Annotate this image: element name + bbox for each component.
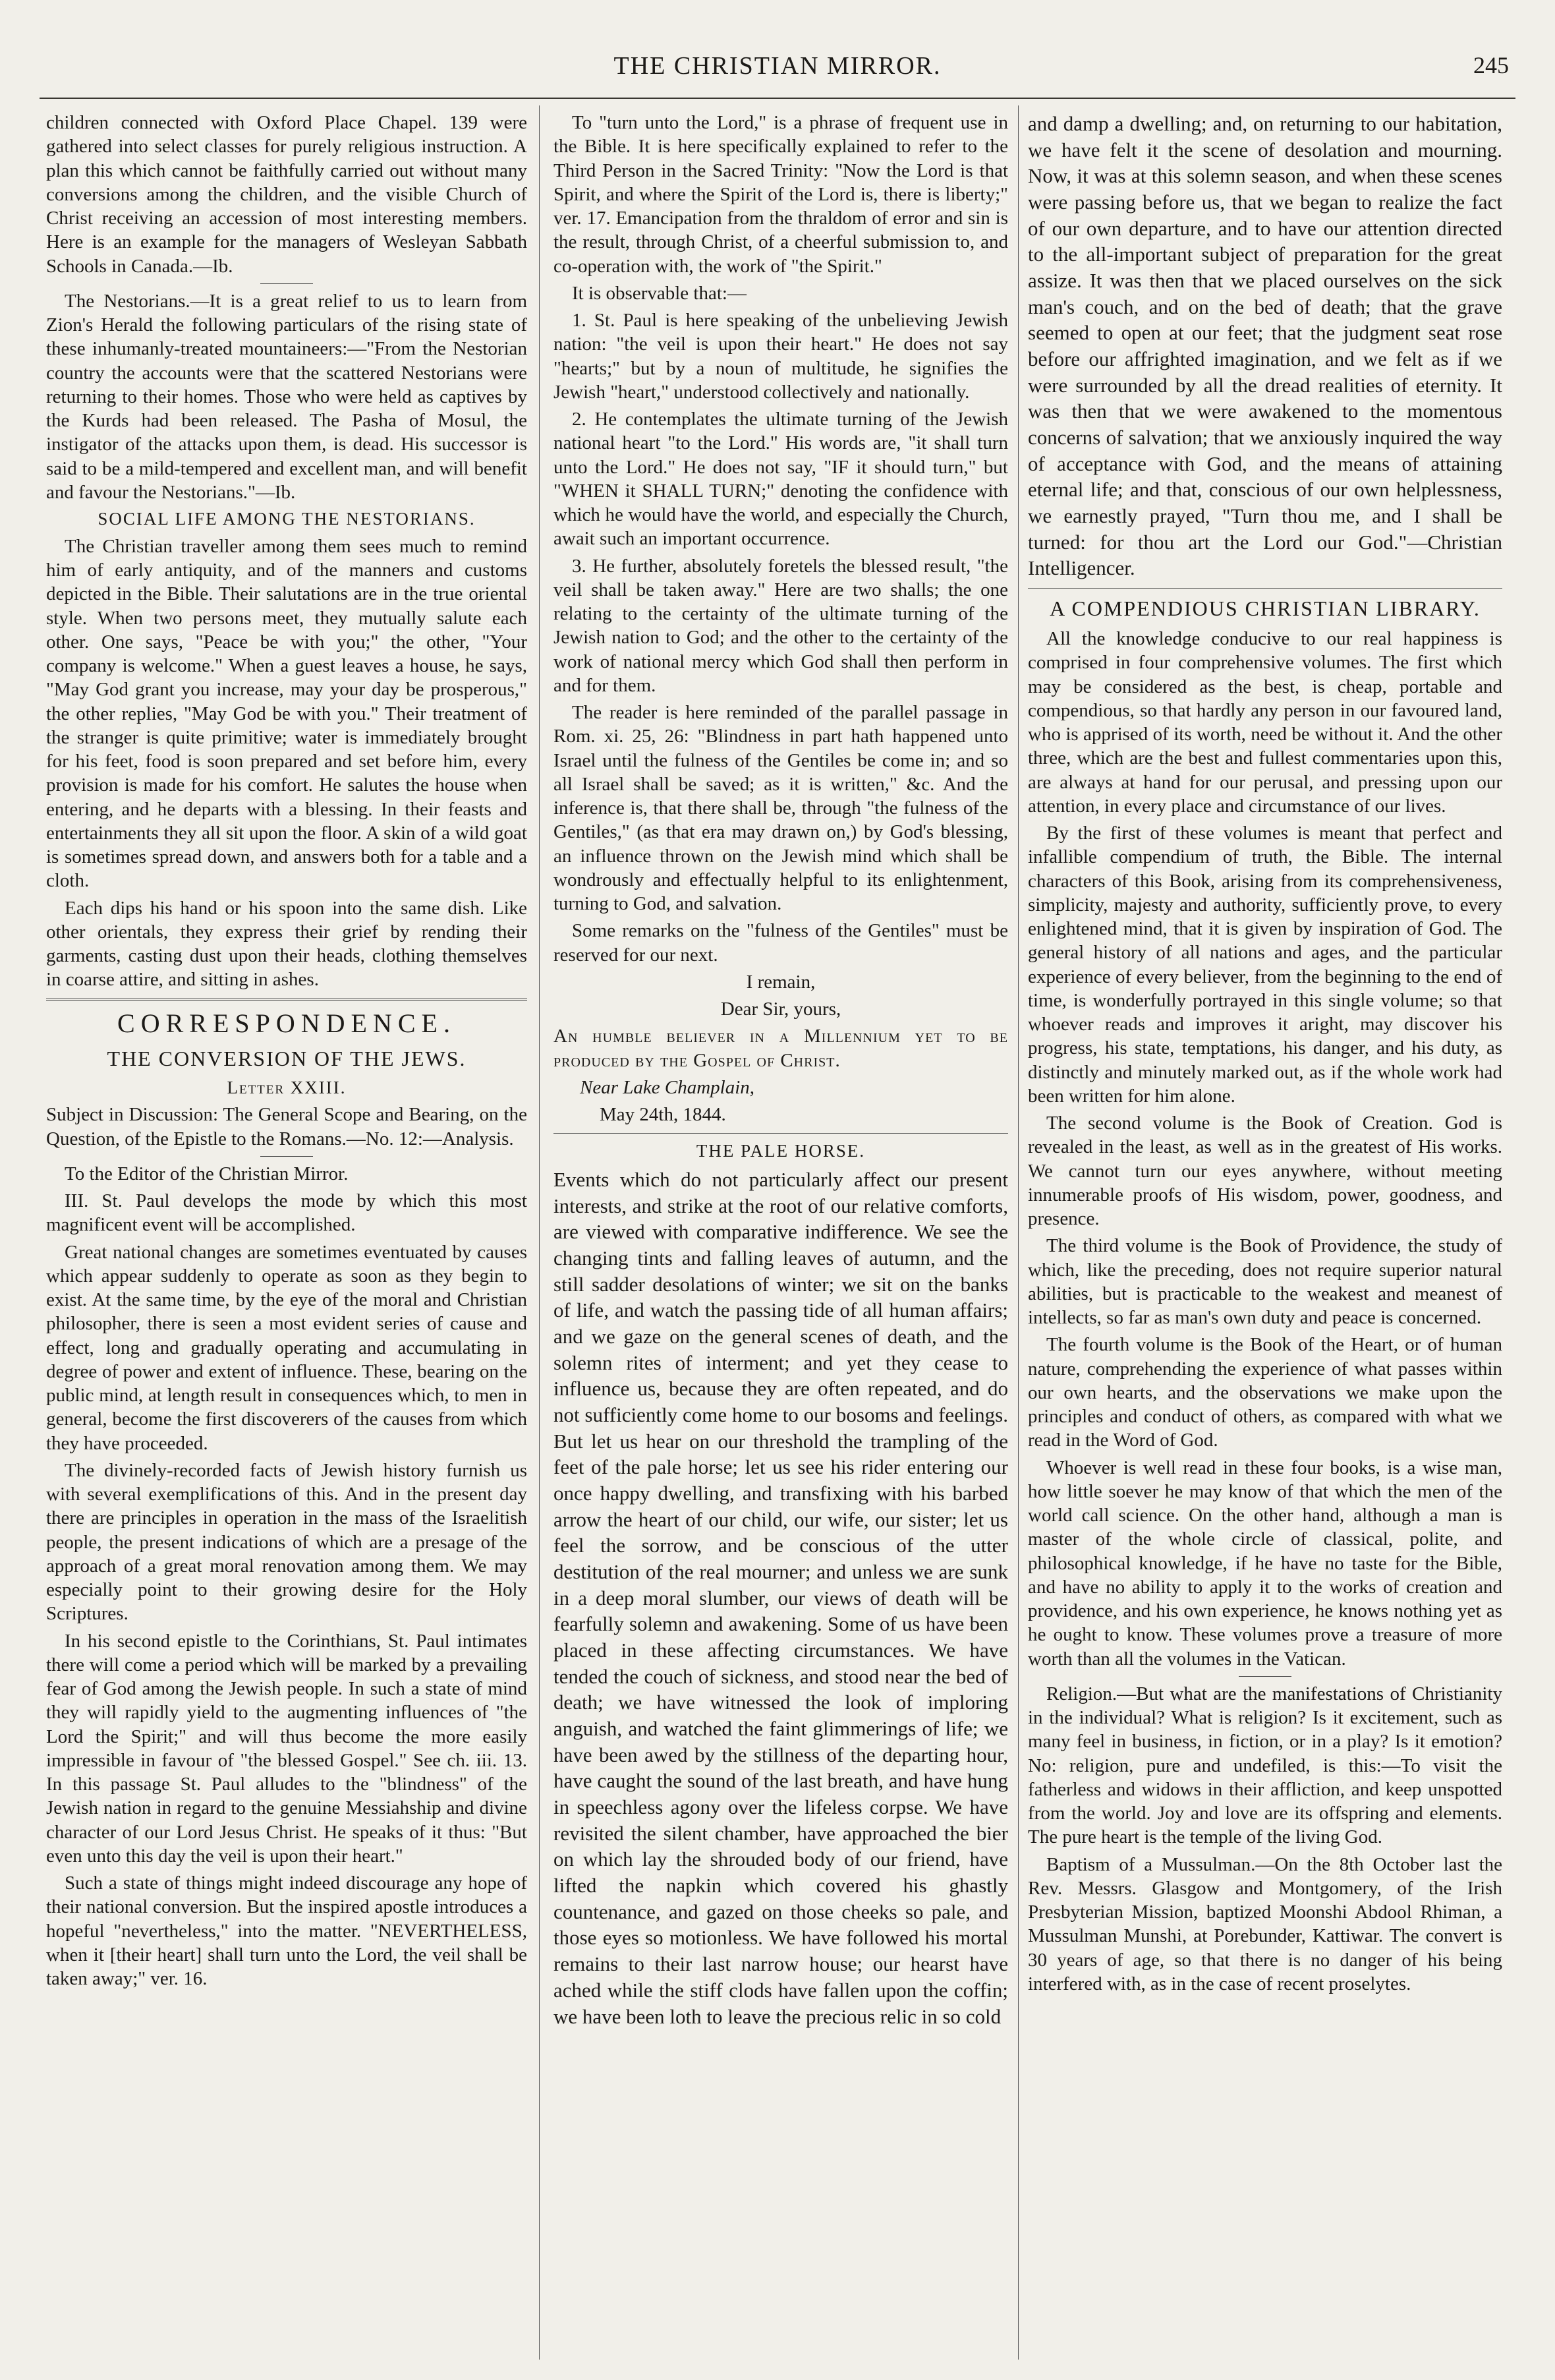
page-header — [40, 46, 1515, 92]
signature-dear: Dear Sir, yours, — [720, 999, 841, 1020]
page-number: 245 — [1473, 52, 1509, 78]
library-intro: All the knowledge conducive to our real happiness is comprised in four comprehensive volumes. The first which may be considered as the best, is cheap, portable and compendious, so that hardly any person in our favoured land, who is apprised of its worth, need be without it. And the other three, which are the best and fullest commentaries upon this, are always at hand for our perusal, and pressing upon our attention, in every place and circumstance of our lives. — [1028, 628, 1502, 817]
letter-point-iii: III. St. Paul develops the mode by which this most magnificent event will be accomplished. — [46, 1190, 527, 1236]
heading-conversion-jews: THE CONVERSION OF THE JEWS. — [107, 1046, 466, 1070]
signature-humble: An humble believer in a Millennium yet to be produced by the Gospel of Christ. — [553, 1026, 1008, 1071]
column-divider — [539, 105, 540, 2360]
library-bible: By the first of these volumes is meant that perfect and infallible compendium of truth, the Bible. The internal characters of this Book, arising from its comprehensiveness, simplicity, majesty and authority, sufficiently prove, to every enlightened mind, that it is given by inspiration of God. The general history of all nations and ages, and the particular experience of every believer, from the beginning to the end of time, is wonderfully portrayed in this single volume; so that whoever reads and improves it aright, may discover his progress, his state, temptations, his danger, and his duty, as distinctly and minutely marked out, as if the whole work had been written for him alone. — [1028, 823, 1502, 1107]
letter-such-state: Such a state of things might indeed discourage any hope of their national conversion. But the inspired apostle introduces a hopeful "nevertheless," into the matter. "NEVERTHELESS, when it [their heart] shall turn unto the Lord, the veil shall be taken away;" ver. 16. — [46, 1872, 527, 1989]
letter-turn-unto: To "turn unto the Lord," is a phrase of frequent use in the Bible. It is here specifically explained to refer to the Third Person in the Sacred Trinity: "Now the Lord is that Spirit, and where the Spirit of the Lord is, there is liberty;" ver. 17. Emancipation from the thraldom of error and sin is the result, through Christ, of a cheerful submission to, and co-operation with, the work of "the Spirit." — [553, 112, 1008, 277]
header-rule — [40, 98, 1515, 99]
signature-remain: I remain, — [746, 971, 816, 993]
library-creation: The second volume is the Book of Creation. God is revealed in the least, as well as in the greatest of His works. We cannot turn our eyes anywhere, without meeting innumerable proofs of His wisdom, power, goodness, and presence. — [1028, 1113, 1502, 1230]
letter-point-1: 1. St. Paul is here speaking of the unbelieving Jewish nation: "the veil is upon their heart." He does not say "hearts;" but by a noun of multitude, he signifies the Jewish "heart," understood collectively and nationally. — [553, 310, 1008, 403]
letter-divinely: The divinely-recorded facts of Jewish history furnish us with several exemplifications of this. And in the present day there are principles in operation in the mass of the Israelitish people, the present indications of which are a presage of the approach of a great moral renovation among them. We may especially point to their growing desire for the Holy Scriptures. — [46, 1459, 527, 1625]
section-rule — [553, 1133, 1008, 1134]
heading-pale-horse: THE PALE HORSE. — [696, 1141, 866, 1161]
heading-correspondence: CORRESPONDENCE. — [117, 1008, 456, 1038]
article-chapel: children connected with Oxford Place Chapel. 139 were gathered into select classes for purely religious instruction. A plan this which cannot be faithfully carried out without many conversions among the children, and the visible Church of Christ receiving an accession of most interesting members. Here is an example for the managers of Wesleyan Sabbath Schools in Canada.—Ib. — [46, 112, 527, 277]
article-pale-horse: Events which do not particularly affect our present interests, and strike at the root of our relative comforts, are viewed with comparative indifference. We see the changing tints and falling leaves of autumn, and the still sadder desolations of winter; we sit on the banks of life, and watch the passing tide of all human affairs; and we gaze on the general scenes of death, and the solemn rites of interment; and yet they cease to influence us, because they are often repeated, and do not sufficiently come home to our bosoms and feelings. But let us hear on our threshold the trampling of the feet of the pale horse; let us see his rider entering our once happy dwelling, and transfixing with his barbed arrow the heart of our child, our wife, our sister; let us feel the sorrow, and be conscious of the utter destitution of the real mourner; and unless we are sunk in a deep moral slumber, our views of death will be fearfully solemn and awakening. Some of us have been placed in these affecting circumstances. We have tended the couch of sickness, and stood near the bed of death; we have witnessed the look of imploring anguish, and watched the faint glimmerings of life; we have been awed by the stillness of the departing hour, have caught the sound of the last breath, and have hung in speechless agony over the lifeless corpse. We have revisited the silent chamber, have approached the bier on which lay the shrouded body of our friend, have lifted the napkin which covered his ghastly countenance, and gazed on those cheeks so pale, and those eyes so motionless. We have followed his mortal remains to their last narrow house; our hearst have ached while the stiff clods have fallen upon the coffin; we have been loth to leave the precious relic in so cold — [553, 1168, 1008, 2028]
heading-social-life: SOCIAL LIFE AMONG THE NESTORIANS. — [98, 509, 476, 529]
letter-point-3: 3. He further, absolutely foretels the blessed result, "the veil shall be taken away." Here are two shalls; the one relating to the certainty of the ultimate turning of the Jewish nation to God; and the other to the certainty of the work of national mercy which God shall then perform in and for them. — [553, 555, 1008, 696]
letter-observable: It is observable that:— — [572, 282, 747, 304]
article-baptism: Baptism of a Mussulman.—On the 8th October last the Rev. Messrs. Glasgow and Montgomery, of the Irish Presbyterian Mission, baptized Moonshi Abdool Rhiman, a Mussulman Munshi, at Porebunder, Kattiwar. The convert is 30 years of age, so that there is no danger of his being interfered with, as in the case of recent proselytes. — [1028, 1853, 1502, 1994]
letter-second-epistle: In his second epistle to the Corinthians, St. Paul intimates there will come a period which will be marked by a prevailing fear of God among the Jewish people. In such a state of mind they will rapidly yield to the augmenting influences of "the Lord the Spirit;" and will thus become the more easily impressible in favour of "the blessed Gospel." See ch. iii. 13. In this passage St. Paul alludes to the "blindness" of the Jewish nation in regard to the genuine Messiahship and divine character of our Lord Jesus Christ. He speaks of it thus: "But even unto this day the veil is upon their heart." — [46, 1630, 527, 1867]
article-social-2: Each dips his hand or his spoon into the same dish. Like other orientals, they express their grief by rending their garments, casting dust upon their heads, clothing themselves in coarse attire, and sitting in ashes. — [46, 897, 527, 991]
letter-subject: Subject in Discussion: The General Scope and Bearing, on the Question, of the Epistle to the Romans.—No. 12:—Analysis. — [46, 1104, 527, 1149]
article-social-1: The Christian traveller among them sees much to remind him of early antiquity, and of the manners and customs depicted in the Bible. Their salutations are in the true oriental style. When two persons meet, they mutually salute each other. One says, "Peace be with you;" the other, "Your company is welcome." When a guest leaves a house, he says, "May God grant you increase, may your day be prosperous," the other replies, "May God be with you." Their treatment of the stranger is quite primitive; water is immediately brought for his feet, food is soon prepared and set before him, every provision is made for his comfort. He salutes the house when entering, and he departs with a blessing. In their feasts and entertainments they all sit upon the floor. A skin of a wild goat is sometimes spread down, and answers both for a table and a cloth. — [46, 535, 527, 892]
section-rule — [1028, 588, 1502, 589]
letter-reader: The reader is here reminded of the parallel passage in Rom. xi. 25, 26: "Blindness in part hath happened unto Israel until the fulness of the Gentiles be come in; and so all Israel shall be saved; as it is written," &c. And the inference is, that there shall be, through "the fulness of the Gentiles," (as that era may drawn on,) by God's blessing, an influence thrown on the Jewish mind which shall be wondrously and effectually helpful to its enlightenment, turning to God, and salvation. — [553, 702, 1008, 914]
column-divider — [1018, 105, 1019, 2360]
heading-christian-library: A COMPENDIOUS CHRISTIAN LIBRARY. — [1050, 596, 1481, 621]
library-providence: The third volume is the Book of Providence, the study of which, like the preceding, does not require superior natural abilities, but is practicable to the weakest and meanest of intellects, so far as man's own duty and peace is concerned. — [1028, 1235, 1502, 1329]
signature-date: May 24th, 1844. — [600, 1104, 726, 1125]
column-right — [1028, 111, 1502, 2352]
letter-great-changes: Great national changes are sometimes eventuated by causes which appear suddenly to operate as soon as they begin to exist. At the same time, by the eye of the moral and Christian philosopher, there is seen a most evident series of cause and effect, long and gradually operating and accumulating in degree of power and extent of influence. These, bearing on the public mind, at length result in consequences which, to men in general, become the first discoverers of the causes from which they have proceeded. — [46, 1241, 527, 1454]
article-nestorians: The Nestorians.—It is a great relief to us to learn from Zion's Herald the following particulars of the rising state of these inhumanly-treated mountaineers:—"From the Nestorian country the accounts were that the scattered Nestorians were returning to their homes. Those who were held as captives by the Kurds had been released. The Pasha of Mosul, the instigator of the attacks upon them, is dead. His successor is said to be a mild-tempered and excellent man, and will benefit and favour the Nestorians."—Ib. — [46, 290, 527, 503]
separator — [260, 283, 313, 284]
separator — [1239, 1676, 1291, 1677]
library-heart: The fourth volume is the Book of the Heart, or of human nature, comprehending the experience of what passes within our own hearts, and the observations we make upon the principles and conduct of others, as compared with what we read in the Word of God. — [1028, 1334, 1502, 1451]
letter-point-2: 2. He contemplates the ultimate turning of the Jewish national heart "to the Lord." His words are, "it shall turn unto the Lord." He does not say, "IF it should turn," but "WHEN it SHALL TURN;" denoting the confidence with which he would have the world, and especially the Church, await such an important occurrence. — [553, 409, 1008, 550]
column-left — [46, 111, 527, 2352]
signature-place: Near Lake Champlain, — [580, 1076, 755, 1098]
article-religion: Religion.—But what are the manifestations of Christianity in the individual? What is religion? Is it excitement, such as many feel in business, in fiction, or in a play? Is it emotion? No: religion, pure and undefiled, is this:—To visit the fatherless and widows in their affliction, and keep unspotted from the world. Joy and love are its offspring and elements. The pure heart is the temple of the living God. — [1028, 1683, 1502, 1848]
letter-remarks: Some remarks on the "fulness of the Gentiles" must be reserved for our next. — [553, 920, 1008, 966]
section-rule — [46, 999, 527, 1001]
article-pale-horse-cont: and damp a dwelling; and, on returning to our habitation, we have felt it the scene of desolation and mourning. Now, it was at this solemn season, and when these scenes were passing before us, that we began to realize the fact of our own departure, and to have our attention directed to the all-important subject of preparation for the great assize. It was then that we placed ourselves on the sick man's couch, and on the bed of death; that the grave seemed to open at our feet; that the judgment seat rose before our affrighted imagination, and we felt as if we were surrounded by all the dread realities of eternity. It was then that we were awakened to the momentous concerns of salvation; that we anxiously inquired the way of acceptance with God, and the means of attaining eternal life; and that, conscious of our own helplessness, we earnestly prayed, "Turn thou me, and I shall be turned: for thou art the Lord our God."—Christian Intelligencer. — [1028, 112, 1502, 580]
library-conclusion: Whoever is well read in these four books, is a wise man, how little soever he may know of that which the men of the world call science. On the other hand, although a man is master of the whole circle of classical, polite, and philosophical knowledge, if he have no taste for the Bible, and have no ability to apply it to the works of creation and providence, and his own experience, he knows nothing yet as he ought to know. These volumes prove a treasure of more worth than all the volumes in the Vatican. — [1028, 1457, 1502, 1669]
separator — [260, 1156, 313, 1157]
to-editor: To the Editor of the Christian Mirror. — [65, 1163, 349, 1184]
running-title: THE CHRISTIAN MIRROR. — [613, 52, 942, 80]
heading-letter: Letter XXIII. — [227, 1077, 347, 1097]
column-middle — [553, 111, 1008, 2352]
